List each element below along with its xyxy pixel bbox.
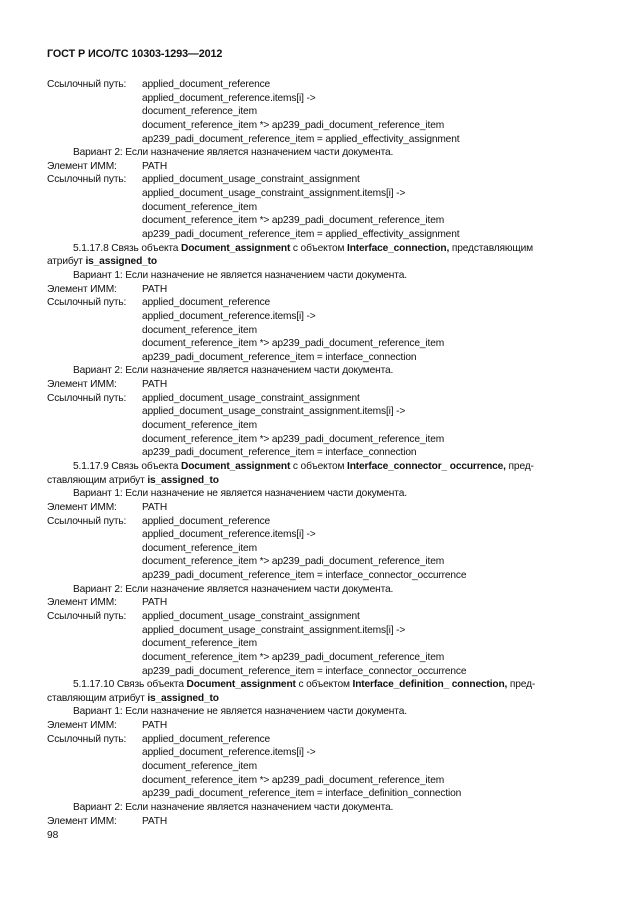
field-label: Элемент ИММ:	[47, 283, 117, 295]
page-number: 98	[47, 830, 59, 841]
section-heading-continuation	[47, 255, 587, 269]
field-label: Ссылочный путь:	[47, 79, 127, 90]
field-label: Элемент ИММ:	[47, 379, 117, 391]
document-header: ГОСТ Р ИСО/ТС 10303-1293—2012	[47, 48, 223, 60]
bold-term: is_assigned_to	[147, 692, 219, 704]
field-row	[47, 719, 587, 733]
field-label: Ссылочный путь:	[47, 610, 127, 622]
heading-text: 5.1.17.10 Связь объекта	[73, 679, 187, 691]
path-continuation: document_reference_item	[142, 420, 257, 432]
field-row	[47, 78, 587, 92]
path-continuation: applied_document_reference.items[i] ->	[142, 747, 316, 759]
path-continuation: ap239_padi_document_reference_item = interface_connector_occurrence	[142, 665, 467, 677]
path-continuation: applied_document_usage_constraint_assignment.items[i] ->	[142, 188, 406, 200]
path-continuation: document_reference_item	[142, 542, 257, 554]
path-continuation: document_reference_item	[142, 106, 257, 118]
path-continuation: applied_document_usage_constraint_assignment.items[i] ->	[142, 624, 406, 636]
bold-term: Document_assignment	[181, 460, 291, 472]
bold-term: is_assigned_to	[85, 256, 157, 268]
heading-text: с объектом	[295, 679, 353, 691]
path-continuation: document_reference_item *> ap239_padi_document_reference_item	[142, 215, 445, 227]
path-continuation: document_reference_item *> ap239_padi_document_reference_item	[142, 556, 445, 568]
field-label: Ссылочный путь:	[47, 515, 127, 527]
field-row	[47, 392, 587, 406]
field-row	[47, 283, 587, 297]
field-value: applied_document_reference	[142, 79, 271, 90]
path-continuation: ap239_padi_document_reference_item = interface_connection	[142, 447, 417, 459]
field-row	[47, 296, 587, 310]
variant-line: Вариант 1: Если назначение не является назначением части документа.	[73, 269, 407, 281]
path-continuation: document_reference_item	[142, 201, 257, 213]
path-continuation: applied_document_usage_constraint_assignment.items[i] ->	[142, 406, 406, 418]
field-label: Элемент ИММ:	[47, 720, 117, 732]
field-label: Элемент ИММ:	[47, 597, 117, 609]
path-continuation: document_reference_item *> ap239_padi_document_reference_item	[142, 651, 445, 663]
bold-term: Document_assignment	[186, 679, 296, 691]
field-label: Ссылочный путь:	[47, 174, 127, 186]
field-label: Ссылочный путь:	[47, 297, 127, 309]
field-value: PATH	[142, 283, 168, 295]
field-row	[47, 815, 587, 829]
bold-term: Interface_definition_ connection,	[352, 679, 508, 691]
field-value: applied_document_usage_constraint_assignment	[142, 392, 360, 404]
path-continuation: document_reference_item *> ap239_padi_document_reference_item	[142, 338, 445, 350]
path-continuation: document_reference_item	[142, 638, 257, 650]
field-row	[47, 515, 587, 529]
variant-line: Вариант 2: Если назначение является назначением части документа.	[73, 147, 394, 159]
path-continuation: applied_document_reference.items[i] ->	[142, 310, 316, 322]
field-value: PATH	[142, 379, 168, 391]
path-continuation: document_reference_item	[142, 761, 257, 773]
field-row	[47, 378, 587, 392]
variant-line: Вариант 2: Если назначение является назначением части документа.	[73, 365, 394, 377]
heading-text: 5.1.17.9 Связь объекта	[73, 460, 181, 472]
heading-text: ставляющим атрибут	[47, 474, 148, 486]
heading-text: атрибут	[47, 256, 86, 268]
field-value: PATH	[142, 720, 168, 732]
field-value: PATH	[142, 160, 168, 172]
variant-line: Вариант 2: Если назначение является назначением части документа.	[73, 801, 394, 813]
field-value: applied_document_reference	[142, 515, 271, 527]
field-value: applied_document_usage_constraint_assignment	[142, 174, 360, 186]
field-value: applied_document_usage_constraint_assignment	[142, 610, 360, 622]
field-value: PATH	[142, 501, 168, 513]
section-heading	[47, 678, 587, 692]
variant-line: Вариант 1: Если назначение не является назначением части документа.	[73, 706, 407, 718]
bold-term: Interface_connector_ occurrence,	[347, 460, 506, 472]
bold-term: Document_assignment	[181, 242, 291, 254]
heading-text: с объектом	[290, 460, 348, 472]
field-label: Элемент ИММ:	[47, 815, 117, 827]
field-value: PATH	[142, 597, 168, 609]
path-continuation: ap239_padi_document_reference_item = interface_connector_occurrence	[142, 570, 467, 582]
field-value: PATH	[142, 815, 168, 827]
path-continuation: applied_document_reference.items[i] ->	[142, 529, 316, 541]
bold-term: Interface_connection,	[347, 242, 450, 254]
section-heading-continuation	[47, 474, 587, 488]
heading-text: с объектом	[290, 242, 348, 254]
variant-line: Вариант 2: Если назначение является назначением части документа.	[73, 583, 394, 595]
bold-term: is_assigned_to	[147, 474, 219, 486]
path-continuation: document_reference_item *> ap239_padi_document_reference_item	[142, 774, 445, 786]
field-label: Ссылочный путь:	[47, 392, 127, 404]
heading-text: пред-	[505, 460, 534, 472]
field-label: Элемент ИММ:	[47, 160, 117, 172]
path-continuation: ap239_padi_document_reference_item = applied_effectivity_assignment	[142, 229, 460, 241]
path-continuation: ap239_padi_document_reference_item = interface_connection	[142, 351, 417, 363]
path-continuation: applied_document_reference.items[i] ->	[142, 92, 316, 104]
heading-text: ставляющим атрибут	[47, 692, 148, 704]
path-continuation: document_reference_item *> ap239_padi_document_reference_item	[142, 433, 445, 445]
field-row	[47, 596, 587, 610]
section-heading	[47, 242, 587, 256]
document-body	[47, 78, 587, 828]
path-continuation: ap239_padi_document_reference_item = interface_definition_connection	[142, 788, 462, 800]
variant-line: Вариант 1: Если назначение не является назначением части документа.	[73, 488, 407, 500]
field-label: Элемент ИММ:	[47, 501, 117, 513]
field-value: applied_document_reference	[142, 733, 271, 745]
path-continuation: document_reference_item *> ap239_padi_document_reference_item	[142, 119, 445, 131]
heading-text: представляющим	[449, 242, 534, 254]
section-heading	[47, 460, 587, 474]
field-row	[47, 160, 587, 174]
heading-text: пред-	[507, 679, 536, 691]
heading-text: 5.1.17.8 Связь объекта	[73, 242, 181, 254]
path-continuation: ap239_padi_document_reference_item = applied_effectivity_assignment	[142, 133, 460, 145]
field-row	[47, 610, 587, 624]
field-value: applied_document_reference	[142, 297, 271, 309]
section-heading-continuation	[47, 692, 587, 706]
field-label: Ссылочный путь:	[47, 733, 127, 745]
field-row	[47, 501, 587, 515]
field-row	[47, 733, 587, 747]
path-continuation: document_reference_item	[142, 324, 257, 336]
field-row	[47, 173, 587, 187]
